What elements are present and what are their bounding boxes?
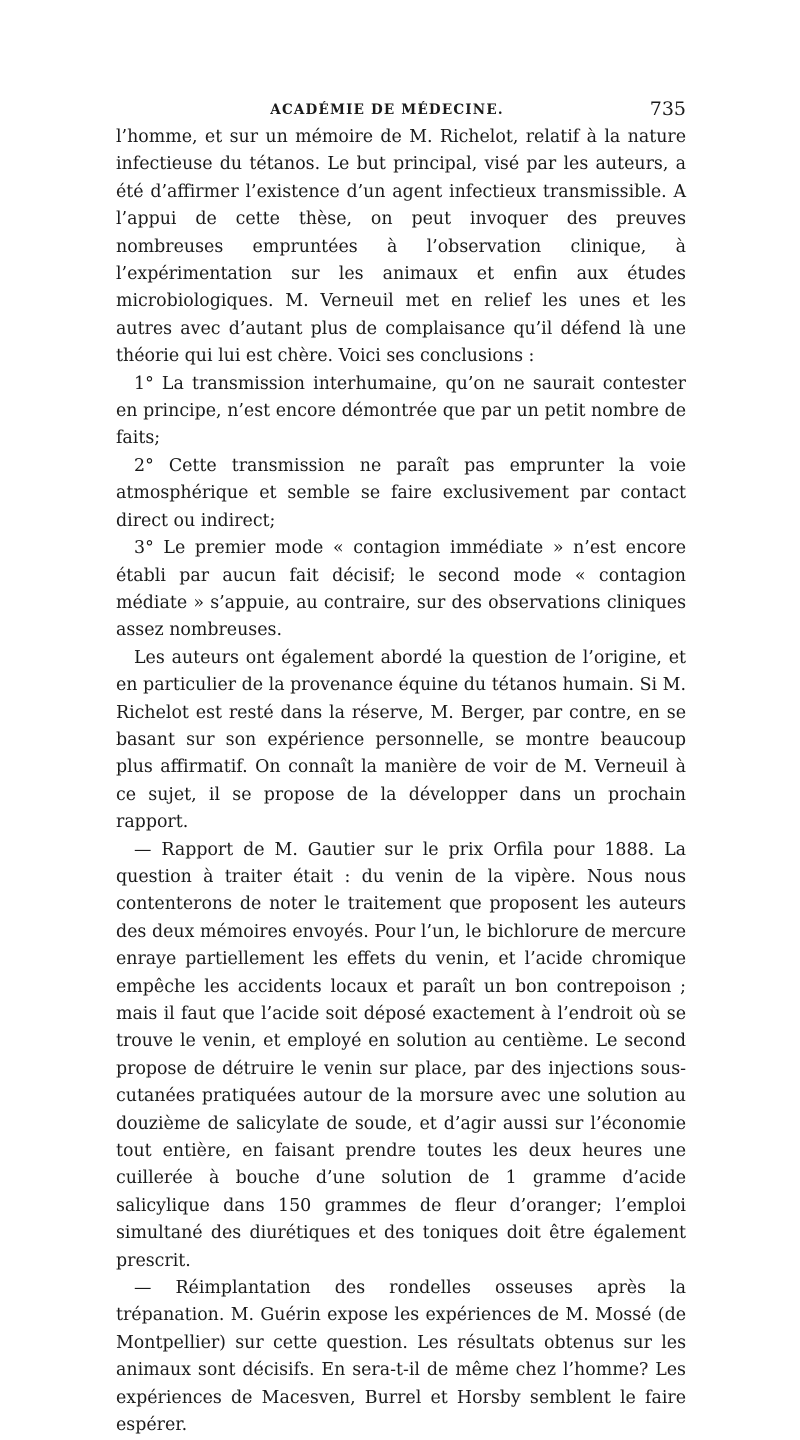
conclusion-3: 3° Le premier mode « contagion immédiate » n’est encore établi par aucun fait décisif; le second mode « contagion médiate » s’appuie, au contraire, sur des observations cliniques assez nombreuses.: [116, 538, 686, 641]
paragraph-continuation: l’homme, et sur un mémoire de M. Richelot, relatif à la nature infectieuse du tétanos. Le but principal, visé par les auteurs, a été d’affirmer l’existence d’un agent infectieux transmissible. A l’appui de cette thèse, on peut invoquer des preuves nombreuses empruntées à l’observation clinique, à l’expérimentation sur les animaux et enfin aux études microbiologiques. M. Verneuil met en relief les unes et les autres avec d’autant plus de complaisance qu’il défend là une théorie qui lui est chère. Voici ses conclusions :: [116, 127, 686, 367]
conclusion-1: 1° La transmission interhumaine, qu’on ne saurait contester en principe, n’est encore démontrée que par un petit nombre de faits;: [116, 373, 686, 449]
running-title: ACADÉMIE DE MÉDECINE.: [270, 102, 504, 118]
paragraph-orfila-prize: — Rapport de M. Gautier sur le prix Orfila pour 1888. La question à traiter était : du venin de la vipère. Nous nous contenterons de noter le traitement que proposent les auteurs des deux mémoires envoyés. Pour l’un, le bichlorure de mercure enraye partiellement les effets du venin, et l’acide chromique empêche les accidents locaux et paraît un bon contrepoison ; mais il faut que l’acide soit déposé exactement à l’endroit où se trouve le venin, et employé en solution au centième. Le second propose de détruire le venin sur place, par des injections sous-cutanées pratiquées autour de la morsure avec une solution au douzième de salicylate de soude, et d’agir aussi sur l’économie tout entière, en faisant prendre toutes les deux heures une cuillerée à bouche d’une solution de 1 gramme d’acide salicylique dans 150 grammes de fleur d’oranger; l’emploi simultané des diurétiques et des toniques doit être également prescrit.: [116, 839, 686, 1271]
body-text: [116, 124, 686, 1440]
running-head: [116, 98, 686, 122]
conclusion-2: 2° Cette transmission ne paraît pas emprunter la voie atmosphérique et semble se faire exclusivement par contact direct ou indirect;: [116, 455, 686, 531]
paragraph-origin: Les auteurs ont également abordé la question de l’origine, et en particulier de la provenance équine du tétanos humain. Si M. Richelot est resté dans la réserve, M. Berger, par contre, en se basant sur son expérience personnelle, se montre beaucoup plus affirmatif. On connaît la manière de voir de M. Verneuil à ce sujet, il se propose de la développer dans un prochain rapport.: [116, 647, 686, 833]
paragraph-reimplantation: — Réimplantation des rondelles osseuses après la trépanation. M. Guérin expose les expériences de M. Mossé (de Montpellier) sur cette question. Les résultats obtenus sur les animaux sont décisifs. En sera-t-il de même chez l’homme? Les expériences de Macesven, Burrel et Horsby semblent le faire espérer.: [116, 1278, 686, 1436]
page-number: 735: [649, 98, 686, 120]
